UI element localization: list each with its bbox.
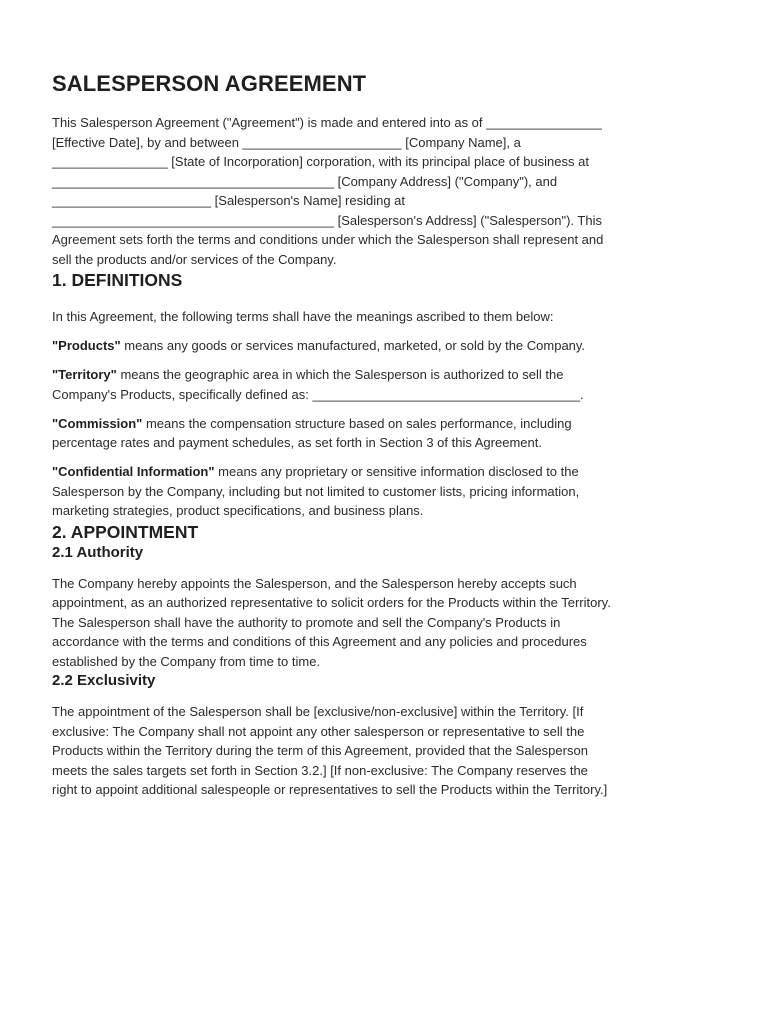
document-page — [52, 70, 724, 800]
intro-line: ________________ [State of Incorporation] corporation, with its principal place of business at — [52, 154, 589, 169]
definition-text: means the compensation structure based on sales performance, including — [142, 415, 572, 431]
intro-line: sell the products and/or services of the Company. — [52, 251, 337, 267]
definition-text: means any goods or services manufactured, marketed, or sold by the Company. — [120, 338, 586, 353]
definitions-intro: In this Agreement, the following terms shall have the meanings ascribed to them below: — [52, 309, 554, 324]
appointment-heading: 2. APPOINTMENT — [52, 521, 199, 542]
definition-text: means any proprietary or sensitive information disclosed to the — [214, 464, 579, 479]
authority-line: accordance with the terms and conditions of this Agreement and any policies and procedures — [52, 634, 587, 649]
exclusivity-line: right to appoint additional salespeople or representatives to sell the Products within the Territory.] — [52, 782, 608, 797]
authority-line: appointment, as an authorized representative to solicit orders for the Products within the Territory. — [52, 595, 611, 610]
definition-text: percentage rates and payment schedules, as set forth in Section 3 of this Agreement. — [52, 435, 542, 450]
intro-line: [Effective Date], by and between ______________________ [Company Name], a — [52, 134, 521, 150]
definition-confidential-information — [52, 462, 724, 521]
definition-text: Company's Products, specifically defined as: _____________________________________. — [52, 386, 584, 402]
definition-term: "Commission" — [52, 415, 143, 431]
definition-text: Salesperson by the Company, including but not limited to customer lists, pricing information, — [52, 483, 580, 499]
definition-term: "Products" — [52, 338, 121, 353]
definition-products — [52, 336, 724, 356]
definition-commission — [52, 414, 724, 453]
authority-paragraph — [52, 574, 724, 672]
intro-line: Agreement sets forth the terms and conditions under which the Salesperson shall represent and — [52, 232, 604, 247]
definition-text: means the geographic area in which the Salesperson is authorized to sell the — [116, 367, 564, 382]
authority-line: The Company hereby appoints the Salesperson, and the Salesperson hereby accepts such — [52, 575, 577, 591]
exclusivity-line: The appointment of the Salesperson shall be [exclusive/non-exclusive] within the Territory. [If — [52, 704, 584, 719]
authority-line: established by the Company from time to time. — [52, 653, 321, 669]
definition-territory — [52, 365, 724, 404]
intro-line: _______________________________________ [Salesperson's Address] ("Salesperson"). This — [52, 212, 602, 228]
definition-term: "Confidential Information" — [52, 464, 215, 479]
intro-line: _______________________________________ [Company Address] ("Company"), and — [52, 173, 558, 189]
authority-heading: 2.1 Authority — [52, 543, 144, 561]
authority-line: The Salesperson shall have the authority to promote and sell the Company's Products in — [52, 614, 561, 630]
exclusivity-line: Products within the Territory during the term of this Agreement, provided that the Salesperson — [52, 743, 588, 758]
definition-term: "Territory" — [52, 367, 117, 382]
exclusivity-paragraph — [52, 702, 724, 800]
definition-text: marketing strategies, product specifications, and business plans. — [52, 503, 424, 518]
document-title: SALESPERSON AGREEMENT — [52, 71, 367, 96]
exclusivity-heading: 2.2 Exclusivity — [52, 672, 156, 689]
intro-line: This Salesperson Agreement ("Agreement") is made and entered into as of ________________ — [52, 115, 602, 130]
exclusivity-line: meets the sales targets set forth in Section 3.2.] [If non-exclusive: The Company reserves the — [52, 762, 588, 778]
intro-paragraph — [52, 113, 724, 269]
definitions-heading: 1. DEFINITIONS — [52, 270, 183, 290]
exclusivity-line: exclusive: The Company shall not appoint any other salesperson or representative to sell the — [52, 723, 585, 739]
intro-line: ______________________ [Salesperson's Name] residing at — [52, 193, 406, 208]
